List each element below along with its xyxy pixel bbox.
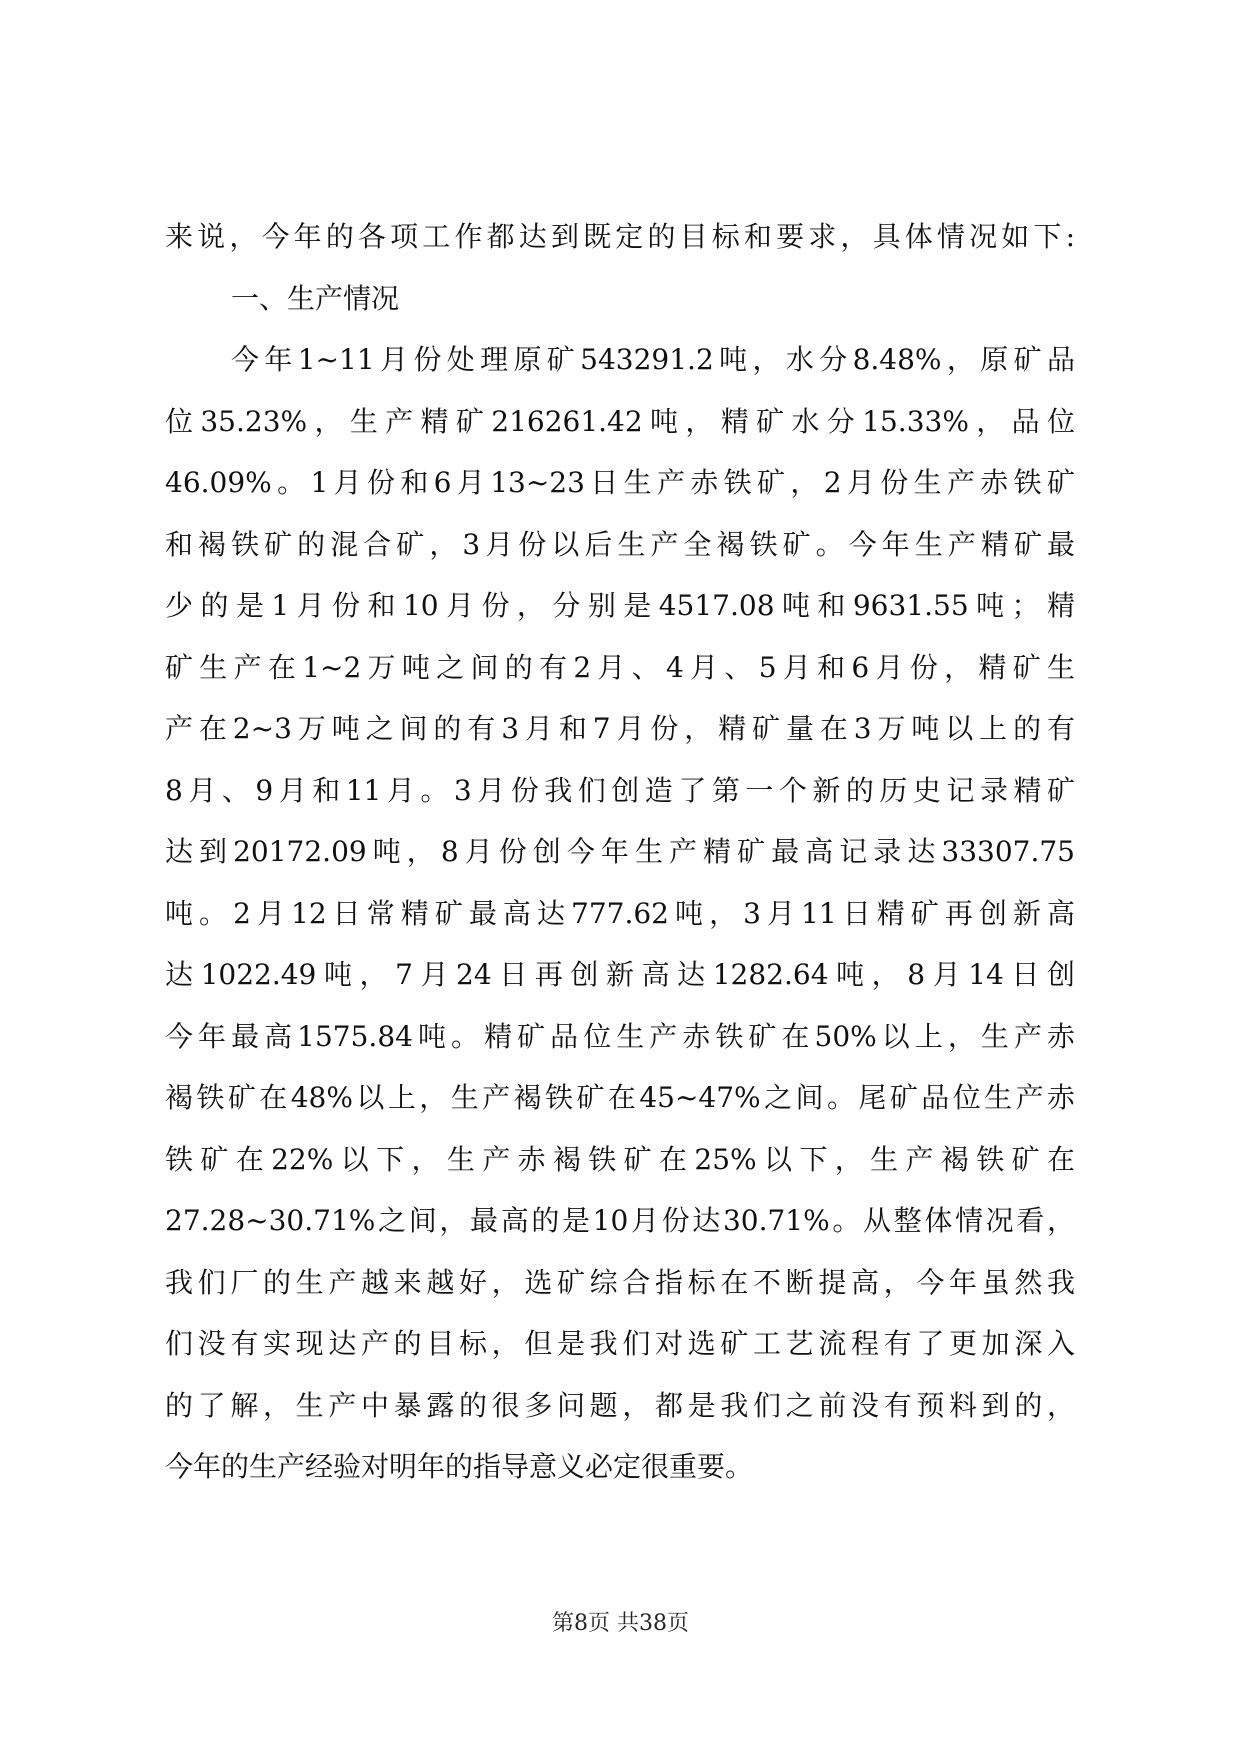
text-line: 少的是1月份和10月份，分别是4517.08吨和9631.55吨；精 <box>165 589 1075 622</box>
text-line: 吨。2月12日常精矿最高达777.62吨，3月11日精矿再创新高 <box>165 896 1075 930</box>
text-line: 位35.23%，生产精矿216261.42吨，精矿水分15.33%，品位 <box>165 404 1075 438</box>
text-line: 来说，今年的各项工作都达到既定的目标和要求，具体情况如下: <box>165 220 1075 253</box>
text-line: 褐铁矿在48%以上，生产褐铁矿在45~47%之间。尾矿品位生产赤 <box>165 1081 1075 1114</box>
text-line: 和褐铁矿的混合矿，3月份以后生产全褐铁矿。今年生产精矿最 <box>165 527 1075 561</box>
text-line: 达1022.49吨，7月24日再创新高达1282.64吨，8月14日创 <box>165 958 1075 991</box>
text-line: 今年的生产经验对明年的指导意义必定很重要。 <box>165 1450 754 1483</box>
text-line: 的了解，生产中暴露的很多问题，都是我们之前没有预料到的， <box>165 1388 1075 1422</box>
text-line: 8月、9月和11月。3月份我们创造了第一个新的历史记录精矿 <box>165 773 1075 807</box>
text-line: 铁矿在22%以下，生产赤褐铁矿在25%以下，生产褐铁矿在 <box>165 1142 1075 1176</box>
text-line: 今年1~11月份处理原矿543291.2吨，水分8.48%，原矿品 <box>231 343 1075 376</box>
text-line: 27.28~30.71%之间，最高的是10月份达30.71%。从整体情况看， <box>165 1204 1075 1237</box>
document-body <box>165 206 1075 1498</box>
text-line: 今年最高1575.84吨。精矿品位生产赤铁矿在50%以上，生产赤 <box>165 1019 1075 1053</box>
text-line: 产在2~3万吨之间的有3月和7月份，精矿量在3万吨以上的有 <box>165 712 1075 745</box>
text-line: 达到20172.09吨，8月份创今年生产精矿最高记录达33307.75 <box>165 835 1075 868</box>
text-line: 们没有实现达产的目标，但是我们对选矿工艺流程有了更加深入 <box>165 1327 1075 1360</box>
text-line: 46.09%。1月份和6月13~23日生产赤铁矿，2月份生产赤铁矿 <box>165 466 1075 499</box>
section-heading: 一、生产情况 <box>231 281 400 315</box>
text-line: 矿生产在1~2万吨之间的有2月、4月、5月和6月份，精矿生 <box>165 650 1075 684</box>
page-number: 第8页 共38页 <box>552 1611 689 1636</box>
text-line: 我们厂的生产越来越好，选矿综合指标在不断提高，今年虽然我 <box>165 1265 1075 1299</box>
